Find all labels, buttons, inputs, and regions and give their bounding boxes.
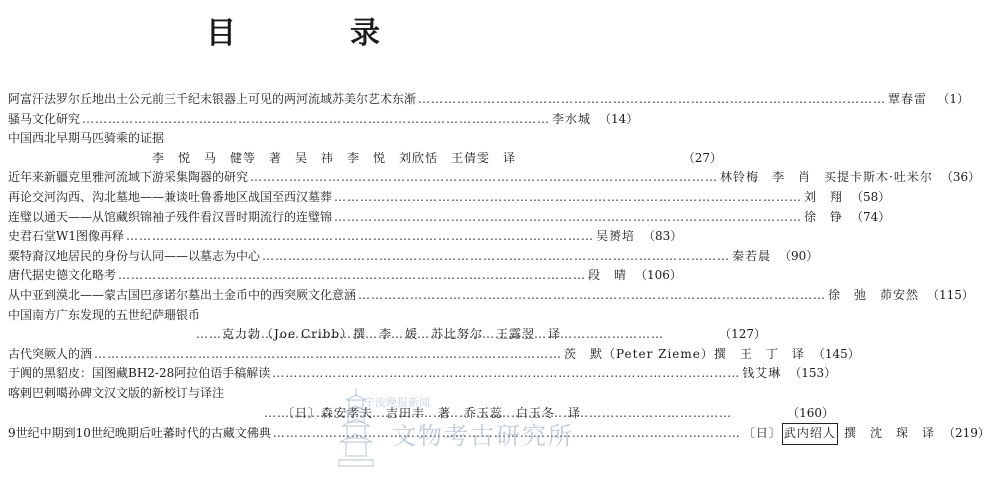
- entry-page: （1）: [937, 92, 970, 106]
- entry-title: 喀剌巴剌噶孙碑文汉文版的新校订与译注: [8, 385, 225, 400]
- toc-entry: [8, 384, 578, 404]
- leader-dots: [358, 286, 826, 306]
- entry-author: 吴赟培: [595, 229, 635, 244]
- toc-entry: [8, 306, 578, 326]
- toc-entry-continuation: [8, 404, 834, 424]
- toc-entry: [8, 188, 891, 208]
- entry-title: 古代突厥人的酒: [8, 346, 93, 361]
- toc-entry: [8, 227, 683, 247]
- entry-author: 李水城: [552, 111, 592, 126]
- entry-page: （58）: [851, 189, 891, 204]
- entry-author: 李 悦 马 健等 著 吴 祎 李 悦 刘欣恬 王倩雯 译: [152, 150, 517, 165]
- leader-dots: [273, 424, 741, 444]
- entry-title: 连璧以通天——从馆藏织锦袖子残件看汉晋时期流行的连璧锦: [8, 209, 333, 224]
- table-of-contents: [8, 90, 990, 443]
- toc-entry: [8, 423, 990, 443]
- entry-page: （127）: [719, 327, 766, 342]
- entry-title: 阿富汗法罗尔丘地出土公元前三千纪末银器上可见的两河流域苏美尔艺术东渐: [8, 92, 417, 106]
- toc-entry-continuation: [8, 325, 766, 345]
- entry-author: 徐 铮: [804, 209, 844, 224]
- leader-dots: [196, 325, 220, 345]
- entry-author: 段 晴: [588, 268, 628, 283]
- watermark-big-text: 文物考古研究所: [392, 422, 574, 450]
- entry-author: 克力勃（Joe Cribb）撰 李 媛 苏比努尔 王露翌 译: [222, 327, 562, 342]
- entry-page: （27）: [682, 150, 722, 165]
- entry-title: 粟特裔汉地居民的身份与认同——以墓志为中心: [8, 248, 261, 263]
- leader-dots: [334, 188, 802, 208]
- entry-title: 史君石堂W1图像再释: [8, 229, 124, 244]
- leader-dots: [272, 364, 740, 384]
- entry-author: 撰 沈 琛 译: [843, 426, 935, 441]
- entry-author: 钱艾琳: [742, 366, 782, 381]
- leader-dots: [94, 345, 562, 365]
- leader-dots: [262, 247, 730, 267]
- entry-title: 中国西北早期马匹骑乘的证据: [8, 131, 165, 146]
- entry-title: 唐代据史德文化略考: [8, 268, 117, 283]
- entry-author: 刘 翔: [804, 189, 844, 204]
- entry-author: 〔日〕森安孝夫 吉田丰 著 乔玉蕊 白玉冬 译: [282, 405, 582, 420]
- entry-author: 徐 弛 茆安然: [828, 287, 920, 302]
- entry-page: （90）: [779, 248, 819, 263]
- entry-author: 秦若晨: [732, 248, 772, 263]
- entry-title: 9世纪中期到10世纪晚期后吐蕃时代的古藏文佛典: [8, 426, 271, 441]
- leader-dots: [250, 168, 718, 188]
- toc-entry-continuation: [8, 149, 722, 169]
- toc-entry: [8, 345, 860, 365]
- toc-entry: [8, 129, 578, 149]
- leader-dots: [82, 110, 550, 130]
- entry-page: （153）: [789, 366, 837, 381]
- toc-entry: [8, 208, 891, 228]
- toc-entry: [8, 247, 819, 267]
- toc-entry: [8, 364, 837, 384]
- entry-title: 中国南方广东发现的五世纪萨珊银币: [8, 307, 201, 322]
- leader-dots: [264, 404, 280, 424]
- toc-entry: [8, 90, 970, 110]
- leader-dots: [418, 90, 886, 110]
- entry-page: （36）: [940, 170, 981, 185]
- watermark-small-text: 宁波晚报新闻: [364, 396, 430, 409]
- entry-page: （83）: [643, 229, 683, 244]
- entry-author: 林铃梅 李 肖 买提卡斯木·吐米尔: [720, 170, 933, 185]
- entry-page: （106）: [635, 268, 682, 283]
- entry-page: （145）: [812, 346, 860, 361]
- entry-page: （74）: [851, 209, 891, 224]
- leader-dots: [126, 227, 594, 247]
- entry-page: （160）: [787, 405, 834, 420]
- entry-title: 近年来新疆克里雅河流域下游采集陶器的研究: [8, 170, 249, 185]
- entry-author-prefix: 〔日〕: [742, 426, 782, 441]
- toc-entry: [8, 110, 639, 130]
- entry-author-boxed: 武内绍人: [782, 423, 838, 445]
- toc-entry: [8, 286, 974, 306]
- toc-entry: [8, 168, 981, 188]
- page-title: 目 录: [206, 16, 422, 51]
- entry-page: （219）: [942, 426, 990, 441]
- toc-entry: [8, 266, 682, 286]
- entry-author: 茨 默（Peter Zieme）撰 王 丁 译: [564, 346, 805, 361]
- entry-title: 于阗的黑貂皮：国图藏BH2-28阿拉伯语手稿解读: [8, 366, 271, 381]
- entry-page: （115）: [927, 287, 974, 302]
- entry-page: （14）: [599, 111, 639, 126]
- leader-dots: [334, 208, 802, 228]
- leader-dots: [118, 266, 586, 286]
- entry-author: 覃春雷: [888, 92, 928, 106]
- entry-title: 骚马文化研究: [8, 111, 81, 126]
- entry-title: 再论交河沟西、沟北墓地——兼谈吐鲁番地区战国至西汉墓葬: [8, 189, 333, 204]
- entry-title: 从中亚到漠北——蒙古国巴彦诺尔墓出土金币中的西突厥文化意涵: [8, 287, 357, 302]
